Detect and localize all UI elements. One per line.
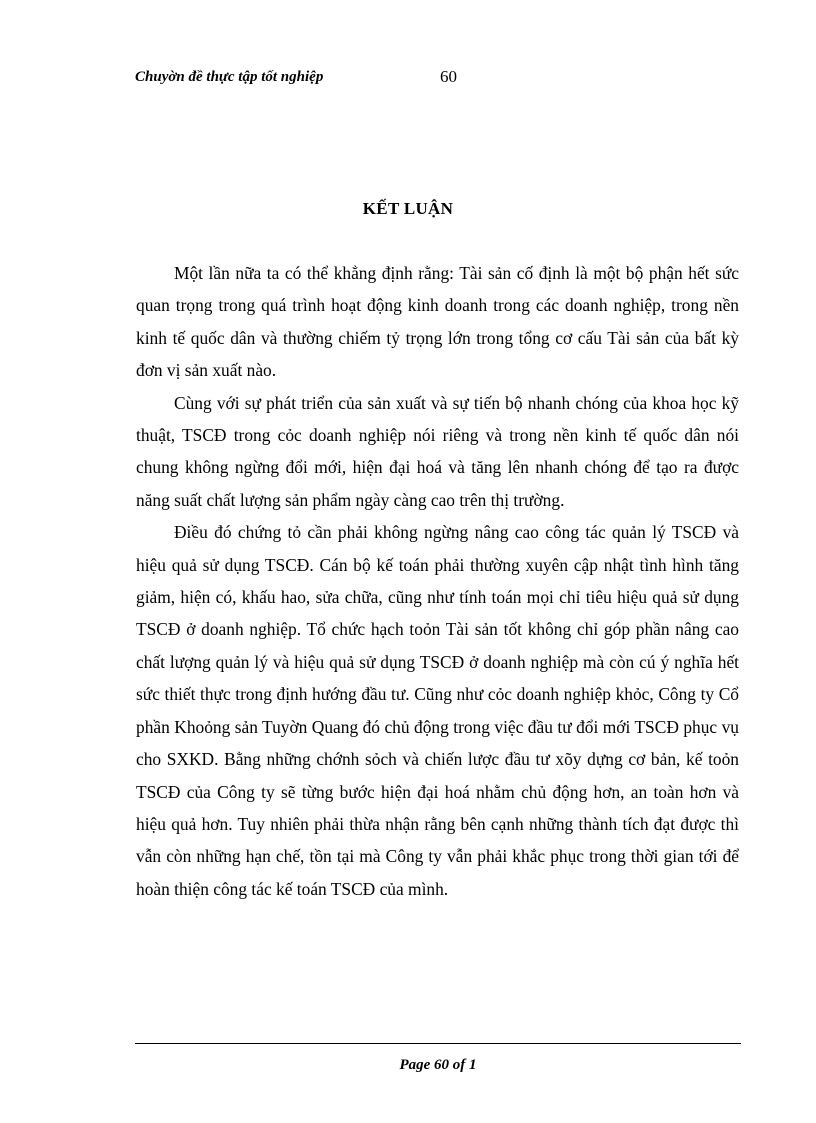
section-title: KẾT LUẬN (362, 199, 454, 218)
paragraph-3: Điều đó chứng tỏ cần phải không ngừng nâng cao công tác quản lý TSCĐ và hiệu quả sử dụng TSCĐ. Cán bộ kế toán phải thường xuyên cập nhật tình hình tăng giảm, hiện có, khấu hao, sửa chữa, cũng như tính toán mọi chỉ tiêu hiệu quả sử dụng TSCĐ ở doanh nghiệp. Tổ chức hạch toỏn Tài sản tốt không chỉ góp phần nâng cao chất lượng quản lý và hiệu quả sử dụng TSCĐ ở doanh nghiệp mà còn cú ý nghĩa hết sức thiết thực trong định hướng đầu tư. Cũng như cỏc doanh nghiệp khỏc, Công ty Cổ phần Khoỏng sản Tuyờn Quang đó chủ động trong việc đầu tư đổi mới TSCĐ phục vụ cho SXKD. Bằng những chớnh sỏch và chiến lược đầu tư xõy dựng cơ bản, kế toỏn TSCĐ của Công ty sẽ từng bước hiện đại hoá nhằm chủ động hơn, an toàn hơn và hiệu quả hơn. Tuy nhiên phải thừa nhận rằng bên cạnh những thành tích đạt được thì vẫn còn những hạn chế, tồn tại mà Công ty vẫn phải khắc phục trong thời gian tới để hoàn thiện công tác kế toán TSCĐ của mình. (136, 522, 739, 899)
body-text (136, 257, 739, 905)
footer-page-label: Page 60 of 1 (399, 1057, 477, 1073)
running-header-title: Chuyờn đề thực tập tốt nghiệp (135, 69, 324, 85)
paragraph-1: Một lần nữa ta có thể khẳng định rằng: Tài sản cố định là một bộ phận hết sức quan trọng trong quá trình hoạt động kinh doanh trong các doanh nghiệp, trong nền kinh tế quốc dân và thường chiếm tỷ trọng lớn trong tổng cơ cấu Tài sản của bất kỳ đơn vị sản xuất nào. (136, 263, 739, 381)
paragraph-2: Cùng với sự phát triển của sản xuất và sự tiến bộ nhanh chóng của khoa học kỹ thuật, TSCĐ trong cỏc doanh nghiệp nói riêng và trong nền kinh tế quốc dân nói chung không ngừng đổi mới, hiện đại hoá và tăng lên nhanh chóng để tạo ra được năng suất chất lượng sản phẩm ngày càng cao trên thị trường. (136, 392, 739, 510)
footer-divider (135, 1043, 741, 1044)
header-page-number: 60 (440, 67, 457, 86)
